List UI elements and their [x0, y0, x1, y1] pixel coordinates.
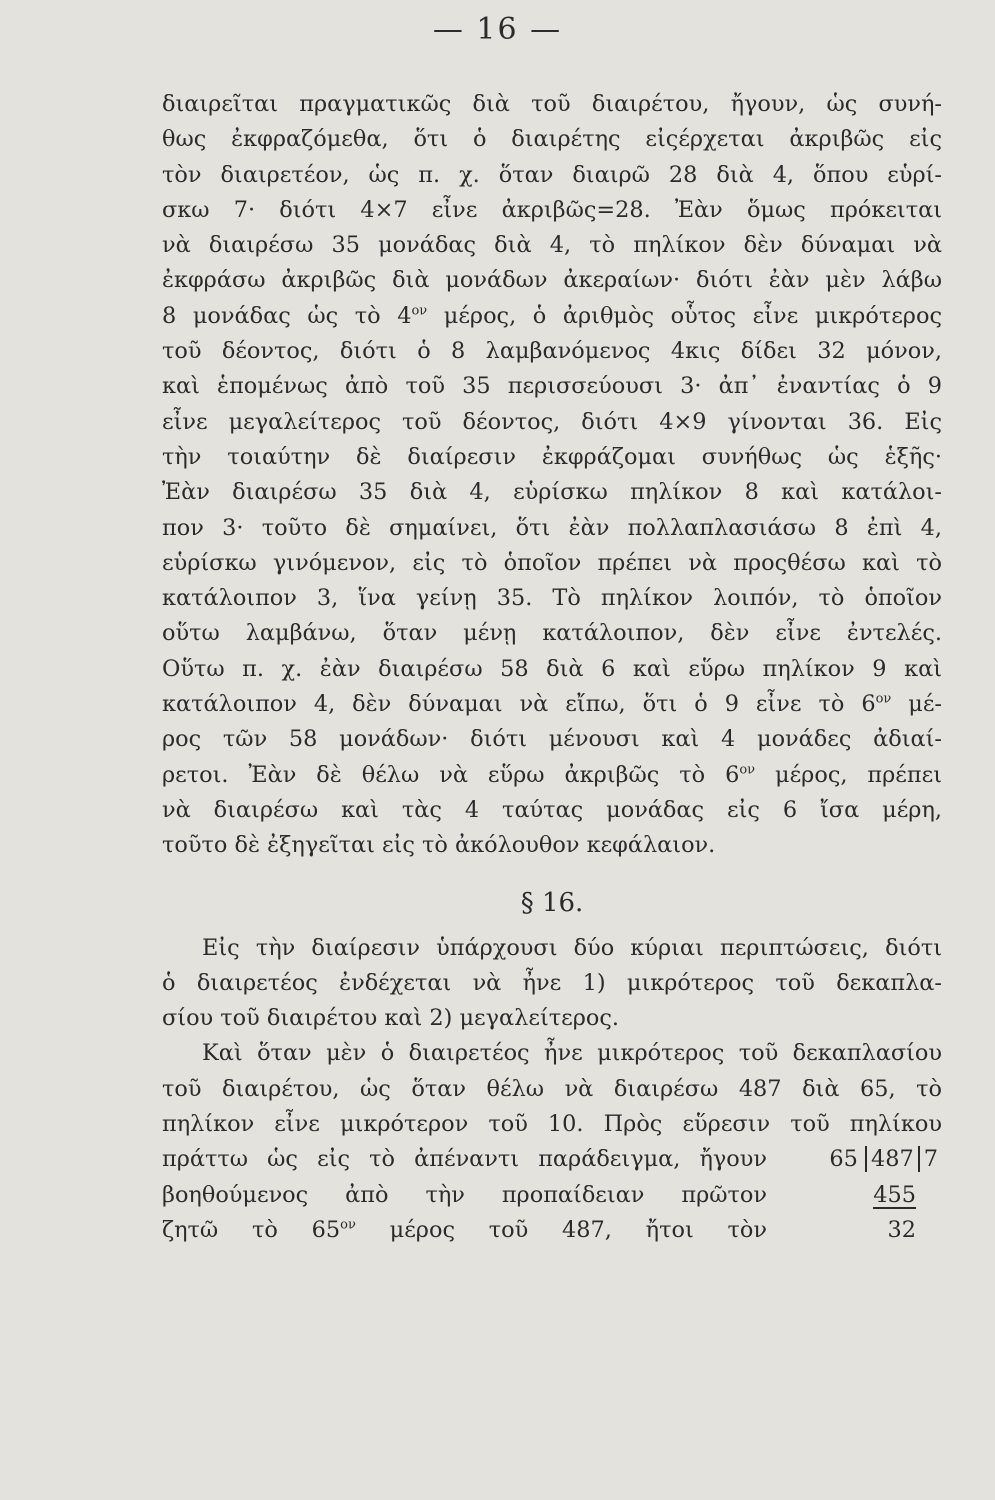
- work-line-3: [162, 1213, 942, 1248]
- text-line: Ἐὰν διαιρέσω 35 διὰ 4, εὑρίσκω πηλίκον 8 καὶ κατάλοι-: [162, 479, 942, 506]
- text-line: κατάλοιπον 4, δὲν δύναμαι νὰ εἴπω, ὅτι ὁ 9 εἶνε τὸ $6^{o\nu}$ μέ-: [162, 691, 942, 718]
- text-line: ρετοι. Ἐὰν δὲ θέλω νὰ εὕρω ἀκριβῶς τὸ $6^{o\nu}$ μέρος, πρέπει: [162, 761, 943, 788]
- division-top: [792, 1142, 942, 1177]
- text-line: Εἰς τὴν διαίρεσιν ὑπάρχουσι δύο κύριαι περιπτώσεις, διότι: [202, 934, 942, 961]
- paragraph-3: [162, 1036, 942, 1142]
- body-text: [162, 87, 942, 1248]
- text-line: ἐκφράσω ἀκριβῶς διὰ μονάδων ἀκεραίων· διότι ἐὰν μὲν λάβω: [162, 267, 942, 294]
- division-remainder: 32: [887, 1216, 916, 1243]
- page-number: — 16 —: [432, 12, 563, 47]
- text-line: διαιρεῖται πραγματικῶς διὰ τοῦ διαιρέτου, ἤγουν, ὡς συνή-: [162, 91, 942, 117]
- text-line: τοῦτο δὲ ἐξηγεῖται εἰς τὸ ἀκόλουθον κεφάλαιον.: [162, 832, 716, 859]
- text-line: τὴν τοιαύτην δὲ διαίρεσιν ἐκφράζομαι συνήθως ὡς ἑξῆς·: [162, 443, 942, 470]
- paragraph-2: [162, 931, 942, 1037]
- text-line: πηλίκον εἶνε μικρότερον τοῦ 10. Πρὸς εὕρεσιν τοῦ πηλίκου: [162, 1111, 942, 1138]
- section-heading: § 16.: [520, 887, 584, 918]
- text-line: ρος τῶν 58 μονάδων· διότι μένουσι καὶ 4 μονάδες ἀδιαί-: [162, 726, 942, 753]
- text-line: 8 μονάδας ὡς τὸ $4^{o\nu}$ μέρος, ὁ ἀριθμὸς οὗτος εἶνε μικρότερος: [162, 302, 942, 329]
- text-line: τοῦ διαιρέτου, ὡς ὅταν θέλω νὰ διαιρέσω 487 διὰ 65, τὸ: [162, 1075, 942, 1102]
- text-line: Οὕτω π. χ. ἐὰν διαιρέσω 58 διὰ 6 καὶ εὕρω πηλίκον 9 καὶ: [162, 655, 942, 682]
- text-line: τὸν διαιρετέον, ὡς π. χ. ὅταν διαιρῶ 28 διὰ 4, ὅπου εὑρί-: [162, 161, 942, 188]
- paragraph-1: [162, 87, 942, 864]
- text-line: σκω 7· διότι 4×7 εἶνε ἀκριβῶς=28. Ἐὰν ὅμως πρόκειται: [162, 196, 942, 223]
- work-line-1: [162, 1142, 942, 1177]
- text-line: πον 3· τοῦτο δὲ σημαίνει, ὅτι ἐὰν πολλαπλασιάσω 8 ἐπὶ 4,: [162, 514, 942, 541]
- work-line-text: πράττω ὡς εἰς τὸ ἀπέναντι παράδειγμα, ἤγουν: [162, 1146, 767, 1173]
- work-line-text: βοηθούμενος ἀπὸ τὴν προπαίδειαν πρῶτον: [162, 1181, 767, 1208]
- text-line: εἶνε μεγαλείτερος τοῦ δέοντος, διότι 4×9 γίνονται 36. Εἰς: [162, 408, 942, 435]
- text-line: Καὶ ὅταν μὲν ὁ διαιρετέος ἦνε μικρότερος τοῦ δεκαπλασίου: [202, 1040, 942, 1067]
- dividend: 487: [865, 1146, 918, 1172]
- divisor: 65: [829, 1146, 858, 1173]
- text-line: νὰ διαιρέσω 35 μονάδας διὰ 4, τὸ πηλίκον δὲν δύναμαι νὰ: [162, 232, 942, 259]
- work-line-2: [162, 1178, 942, 1213]
- quotient: 7: [918, 1146, 942, 1172]
- text-line: κατάλοιπον 3, ἵνα γείνῃ 35. Τὸ πηλίκον λοιπόν, τὸ ὁποῖον: [162, 585, 942, 612]
- text-line: οὕτω λαμβάνω, ὅταν μένῃ κατάλοιπον, δὲν εἶνε ἐντελές.: [162, 620, 942, 647]
- text-line: ὁ διαιρετέος ἐνδέχεται νὰ ἦνε 1) μικρότερος τοῦ δεκαπλα-: [162, 969, 942, 996]
- text-line: εὑρίσκω γινόμενον, εἰς τὸ ὁποῖον πρέπει νὰ προςθέσω καὶ τὸ: [162, 549, 942, 576]
- product: 455: [873, 1181, 916, 1208]
- text-line: σίου τοῦ διαιρέτου καὶ 2) μεγαλείτερος.: [162, 1005, 620, 1032]
- work-line-text: ζητῶ τὸ $65^{o\nu}$ μέρος τοῦ 487, ἤτοι τὸν: [162, 1216, 767, 1243]
- text-line: θως ἐκφραζόμεθα, ὅτι ὁ διαιρέτης εἰςέρχεται ἀκριβῶς εἰς: [162, 126, 942, 153]
- text-line: τοῦ δέοντος, διότι ὁ 8 λαμβανόμενος 4κις δίδει 32 μόνον,: [162, 338, 942, 365]
- division-product: [766, 1178, 942, 1213]
- text-line: καὶ ἑπομένως ἀπὸ τοῦ 35 περισσεύουσι 3· ἀπ᾽ ἐναντίας ὁ 9: [162, 373, 942, 400]
- text-line: νὰ διαιρέσω καὶ τὰς 4 ταύτας μονάδας εἰς 6 ἴσα μέρη,: [162, 796, 942, 823]
